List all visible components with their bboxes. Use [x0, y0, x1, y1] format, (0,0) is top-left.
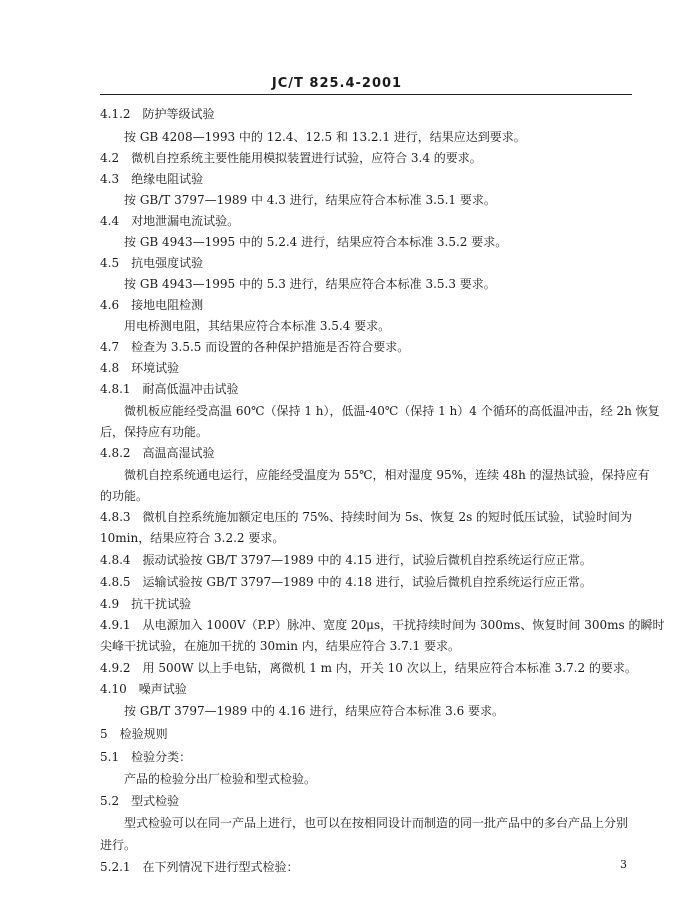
- clause-4-8-2-heading: 4.8.2 高温高湿试验: [100, 446, 215, 460]
- clause-4-8-5: 4.8.5 运输试验按 GB/T 3797—1989 中的 4.18 进行，试验后微机自控系统运行应正常。: [100, 575, 592, 589]
- clause-5-1-text: 产品的检验分出厂检验和型式检验。: [124, 772, 317, 786]
- clause-4-9-1-line-2: 尖峰干扰试验，在施加干扰的 30min 内，结果应符合 3.7.1 要求。: [100, 639, 461, 653]
- clause-4-9-2: 4.9.2 用 500W 以上手电钻，离微机 1 m 内，开关 10 次以上，结果应符合本标准 3.7.2 的要求。: [100, 661, 637, 675]
- clause-4-8-1-text-line-2: 后，保持应有功能。: [100, 425, 209, 439]
- clause-4-8-heading: 4.8 环境试验: [100, 361, 180, 375]
- clause-4-8-2-text-line-1: 微机自控系统通电运行，应能经受温度为 55℃，相对湿度 95%，连续 48h 的湿热试验，保持应有: [124, 468, 650, 482]
- clause-4-9-1-line-1: 4.9.1 从电源加入 1000V（P.P）脉冲、宽度 20μs，干扰持续时间为 300ms、恢复时间 300ms 的瞬时: [100, 618, 665, 632]
- page-number: 3: [620, 858, 627, 871]
- clause-5-2-text-line-1: 型式检验可以在同一产品上进行，也可以在按相同设计而制造的同一批产品中的多台产品上分别: [124, 816, 629, 830]
- clause-4-8-4: 4.8.4 振动试验按 GB/T 3797—1989 中的 4.15 进行，试验后微机自控系统运行应正常。: [100, 553, 592, 567]
- clause-4-7: 4.7 检查为 3.5.5 而设置的各种保护措施是否符合要求。: [100, 340, 410, 354]
- clause-4-1-2-heading: 4.1.2 防护等级试验: [100, 107, 215, 121]
- clause-4-1-2-text: 按 GB 4208—1993 中的 12.4、12.5 和 13.2.1 进行，结果应达到要求。: [124, 130, 526, 144]
- clause-4-3-text: 按 GB/T 3797—1989 中 4.3 进行，结果应符合本标准 3.5.1 要求。: [124, 193, 496, 207]
- clause-5-2-1-heading: 5.2.1 在下列情况下进行型式检验：: [100, 860, 299, 874]
- header-rule: [100, 94, 632, 95]
- clause-4-4-text: 按 GB 4943—1995 中的 5.2.4 进行，结果应符合本标准 3.5.2 要求。: [124, 235, 508, 249]
- clause-4-6-heading: 4.6 接地电阻检测: [100, 298, 204, 312]
- clause-4-2: 4.2 微机自控系统主要性能用模拟装置进行试验，应符合 3.4 的要求。: [100, 151, 482, 165]
- clause-4-8-3-line-2: 10min，结果应符合 3.2.2 要求。: [100, 531, 285, 545]
- section-5-heading: 5 检验规则: [100, 727, 168, 741]
- clause-4-8-3-line-1: 4.8.3 微机自控系统施加额定电压的 75%、持续时间为 5s、恢复 2s 的短时低压试验，试验时间为: [100, 510, 633, 524]
- clause-5-1-heading: 5.1 检验分类：: [100, 750, 192, 764]
- clause-4-5-text: 按 GB 4943—1995 中的 5.3 进行，结果应符合本标准 3.5.3 要求。: [124, 277, 496, 291]
- clause-5-2-heading: 5.2 型式检验: [100, 794, 180, 808]
- clause-4-5-heading: 4.5 抗电强度试验: [100, 256, 204, 270]
- clause-4-4-heading: 4.4 对地泄漏电流试验。: [100, 214, 240, 228]
- clause-4-8-2-text-line-2: 的功能。: [100, 489, 149, 503]
- clause-4-6-text: 用电桥测电阻，其结果应符合本标准 3.5.4 要求。: [124, 319, 391, 333]
- clause-4-10-text: 按 GB/T 3797—1989 中的 4.16 进行，结果应符合本标准 3.6 要求。: [124, 704, 505, 718]
- clause-4-8-1-heading: 4.8.1 耐高低温冲击试验: [100, 382, 239, 396]
- clause-4-3-heading: 4.3 绝缘电阻试验: [100, 172, 204, 186]
- clause-4-9-heading: 4.9 抗干扰试验: [100, 597, 192, 611]
- clause-4-8-1-text-line-1: 微机板应能经受高温 60℃（保持 1 h），低温-40℃（保持 1 h）4 个循环的高低温冲击，经 2h 恢复: [124, 404, 660, 418]
- standard-code-header: JC/T 825.4-2001: [271, 76, 403, 91]
- clause-5-2-text-line-2: 进行。: [100, 838, 137, 852]
- clause-4-10-heading: 4.10 噪声试验: [100, 682, 187, 696]
